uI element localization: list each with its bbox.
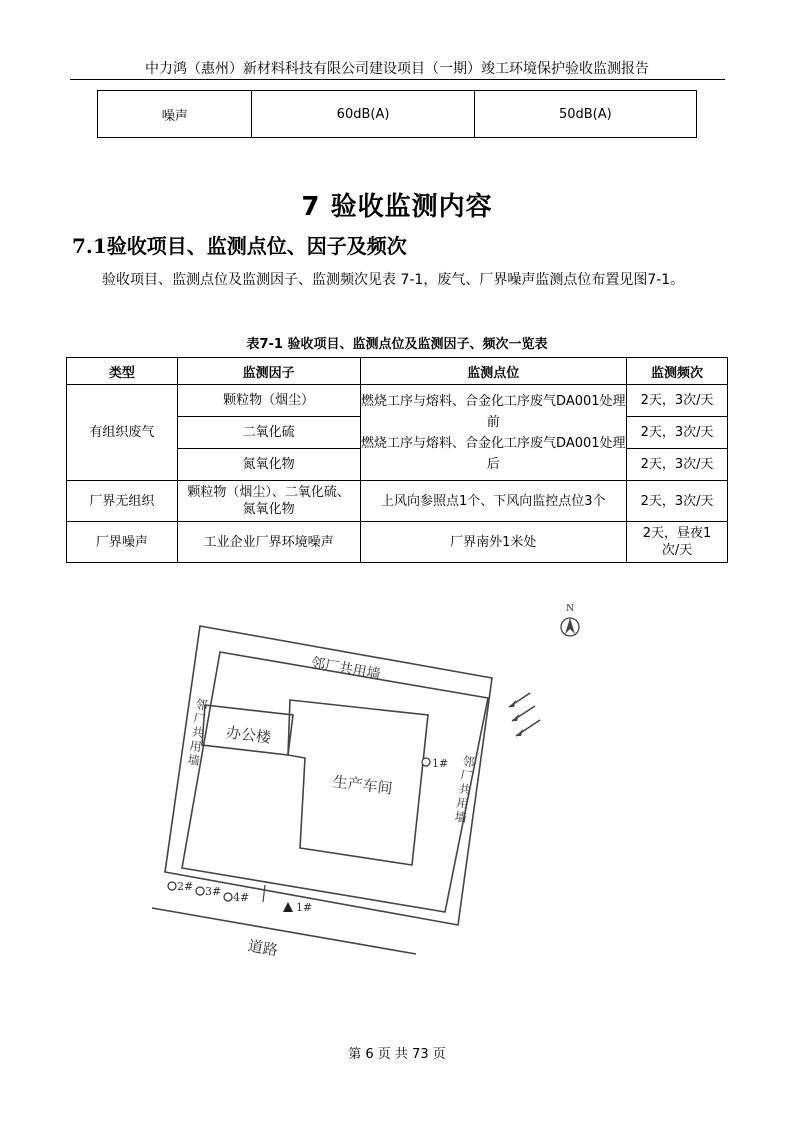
subsection-heading: 7.1验收项目、监测点位、因子及频次 bbox=[72, 234, 407, 258]
header-divider bbox=[70, 79, 725, 80]
table-header-row bbox=[67, 358, 728, 385]
col-type: 类型 bbox=[67, 358, 178, 385]
monitor-point-1 bbox=[422, 758, 430, 766]
north-arrow-icon bbox=[561, 604, 579, 636]
site-layout-map bbox=[0, 590, 794, 980]
svg-text:邻厂共用墙: 邻厂共用墙 bbox=[186, 697, 209, 769]
report-header: 中力鸿（惠州）新材料科技有限公司建设项目（一期）竣工环境保护验收监测报告 bbox=[145, 61, 649, 77]
frequency-cell: 2天，3次/天 bbox=[627, 481, 728, 522]
col-frequency: 监测频次 bbox=[627, 358, 728, 385]
noise-point-1-label: 1# bbox=[296, 901, 313, 914]
north-label: N bbox=[566, 604, 574, 614]
noise-day-limit: 60dB(A) bbox=[252, 91, 474, 138]
monitor-point-2 bbox=[168, 882, 176, 890]
monitor-point-4 bbox=[224, 893, 232, 901]
frequency-cell: 2天，昼夜1次/天 bbox=[627, 522, 728, 563]
type-cell: 厂界噪声 bbox=[67, 522, 178, 563]
table-row bbox=[98, 91, 697, 138]
point-4-label: 4# bbox=[233, 891, 250, 904]
col-factor: 监测因子 bbox=[177, 358, 360, 385]
east-wall-label bbox=[454, 753, 476, 825]
monitoring-table bbox=[66, 357, 728, 563]
frequency-cell: 2天，3次/天 bbox=[627, 449, 728, 481]
table-row bbox=[67, 481, 728, 522]
point-3-label: 3# bbox=[205, 885, 222, 898]
svg-text:邻厂共用墙: 邻厂共用墙 bbox=[453, 754, 476, 826]
col-location: 监测点位 bbox=[360, 358, 627, 385]
location-cell: 上风向参照点1个、下风向监控点位3个 bbox=[360, 481, 627, 522]
point-1-label: 1# bbox=[432, 757, 449, 770]
noise-label: 噪声 bbox=[98, 91, 252, 138]
factor-cell: 工业企业厂界环境噪声 bbox=[177, 522, 360, 563]
noise-night-limit: 50dB(A) bbox=[474, 91, 696, 138]
frequency-cell: 2天，3次/天 bbox=[627, 385, 728, 417]
noise-standard-table bbox=[97, 90, 697, 138]
table-caption: 表7-1 验收项目、监测点位及监测因子、频次一览表 bbox=[246, 337, 548, 352]
location-cell: 燃烧工序与熔料、合金化工序废气DA001处理前 燃烧工序与熔料、合金化工序废气DA001处理后 bbox=[360, 385, 627, 481]
factor-cell: 颗粒物（烟尘） bbox=[177, 385, 360, 417]
road-label: 道路 bbox=[246, 936, 280, 960]
point-2-label: 2# bbox=[177, 880, 194, 893]
section-heading: 7 验收监测内容 bbox=[301, 192, 493, 222]
north-wall-label: 邻厂共用墙 bbox=[309, 655, 382, 684]
office-label: 办公楼 bbox=[225, 723, 273, 747]
factor-cell: 颗粒物（烟尘）、二氧化硫、氮氧化物 bbox=[177, 481, 360, 522]
road-line bbox=[152, 908, 416, 954]
workshop-label: 生产车间 bbox=[331, 772, 394, 798]
page-number: 第 6 页 共 73 页 bbox=[348, 1047, 446, 1062]
type-cell: 厂界无组织 bbox=[67, 481, 178, 522]
wind-direction-arrows bbox=[509, 700, 523, 736]
location-cell: 厂界南外1米处 bbox=[360, 522, 627, 563]
intro-paragraph: 验收项目、监测点位及监测因子、监测频次见表 7-1，废气、厂界噪声监测点位布置见图7-1。 bbox=[102, 272, 685, 288]
noise-point-1 bbox=[283, 902, 293, 912]
table-row bbox=[67, 522, 728, 563]
table-row bbox=[67, 385, 728, 417]
type-cell: 有组织废气 bbox=[67, 385, 178, 481]
tick-mark bbox=[263, 885, 265, 902]
monitor-point-3 bbox=[196, 887, 204, 895]
factor-cell: 二氧化硫 bbox=[177, 417, 360, 449]
factor-cell: 氮氧化物 bbox=[177, 449, 360, 481]
frequency-cell: 2天，3次/天 bbox=[627, 417, 728, 449]
